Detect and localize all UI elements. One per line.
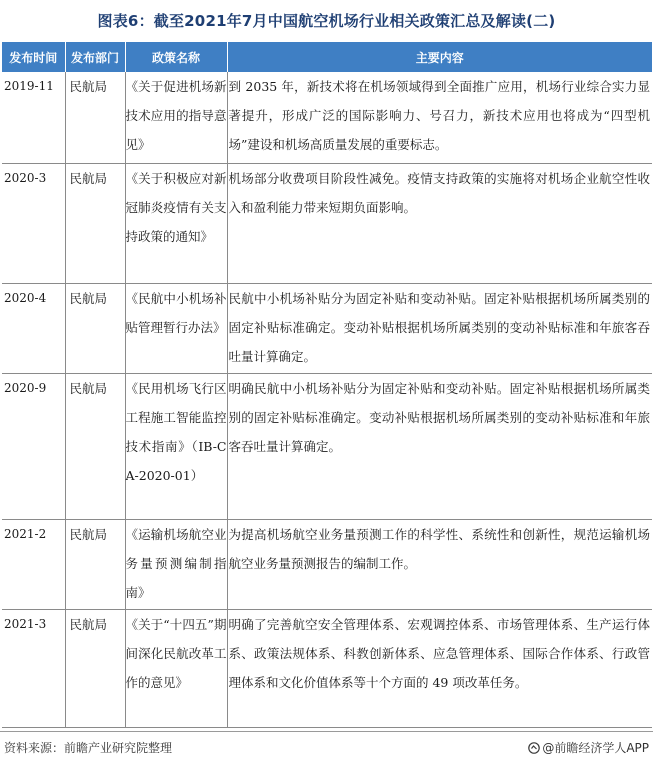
cell-policy: 《民航中小机场补贴管理暂行办法》 [125,283,227,373]
cell-content: 明确民航中小机场补贴分为固定补贴和变动补贴。固定补贴根据机场所属类别的固定补贴标准确定。变动补贴根据机场所属类别的变动补贴标准和年旅客吞吐量计算确定。 [227,373,652,519]
cell-dept: 民航局 [65,283,125,373]
table-row [2,519,652,609]
header-date: 发布时间 [2,42,65,72]
cell-date: 2021-3 [2,609,65,727]
cell-policy: 《关于促进机场新技术应用的指导意见》 [125,72,227,163]
table-row [2,609,652,727]
footer [0,736,653,760]
cell-policy: 《关于积极应对新冠肺炎疫情有关支持政策的通知》 [125,163,227,283]
cell-content: 到 2035 年，新技术将在机场领域得到全面推广应用，机场行业综合实力显著提升，形成广泛的国际影响力、号召力，新技术应用也将成为“四型机场”建设和机场高质量发展的重要标志。 [227,72,652,163]
cell-policy: 《民用机场飞行区工程施工智能监控技术指南》（IB-CA-2020-01） [125,373,227,519]
brand-label: @前瞻经济学人APP [542,741,649,755]
table-row [2,283,652,373]
cell-date: 2019-11 [2,72,65,163]
cell-content: 机场部分收费项目阶段性减免。疫情支持政策的实施将对机场企业航空性收入和盈利能力带来短期负面影响。 [227,163,652,283]
cell-date: 2021-2 [2,519,65,609]
table-row [2,163,652,283]
cell-content: 为提高机场航空业务量预测工作的科学性、系统性和创新性，规范运输机场航空业务量预测报告的编制工作。 [227,519,652,609]
cell-dept: 民航局 [65,609,125,727]
cell-dept: 民航局 [65,373,125,519]
cell-date: 2020-3 [2,163,65,283]
cell-policy: 《运输机场航空业务量预测编制指南》 [125,519,227,609]
brand-logo-icon [528,742,540,754]
cell-policy: 《关于“十四五”期间深化民航改革工作的意见》 [125,609,227,727]
source-note: 资料来源：前瞻产业研究院整理 [4,741,173,755]
table-row [2,72,652,163]
header-dept: 发布部门 [65,42,125,72]
table-header-row [2,42,652,72]
policy-table [2,42,652,728]
header-content: 主要内容 [227,42,652,72]
cell-dept: 民航局 [65,72,125,163]
page-title: 图表6：截至2021年7月中国航空机场行业相关政策汇总及解读(二) [97,12,556,30]
cell-date: 2020-9 [2,373,65,519]
cell-dept: 民航局 [65,163,125,283]
table-row [2,373,652,519]
cell-content: 民航中小机场补贴分为固定补贴和变动补贴。固定补贴根据机场所属类别的固定补贴标准确定。变动补贴根据机场所属类别的变动补贴标准和年旅客吞吐量计算确定。 [227,283,652,373]
cell-content: 明确了完善航空安全管理体系、宏观调控体系、市场管理体系、生产运行体系、政策法规体系、科教创新体系、应急管理体系、国际合作体系、行政管理体系和文化价值体系等十个方面的 49 项改革任务。 [227,609,652,727]
cell-date: 2020-4 [2,283,65,373]
cell-dept: 民航局 [65,519,125,609]
brand-credit [528,739,649,756]
header-policy: 政策名称 [125,42,227,72]
footer-divider [0,731,653,732]
